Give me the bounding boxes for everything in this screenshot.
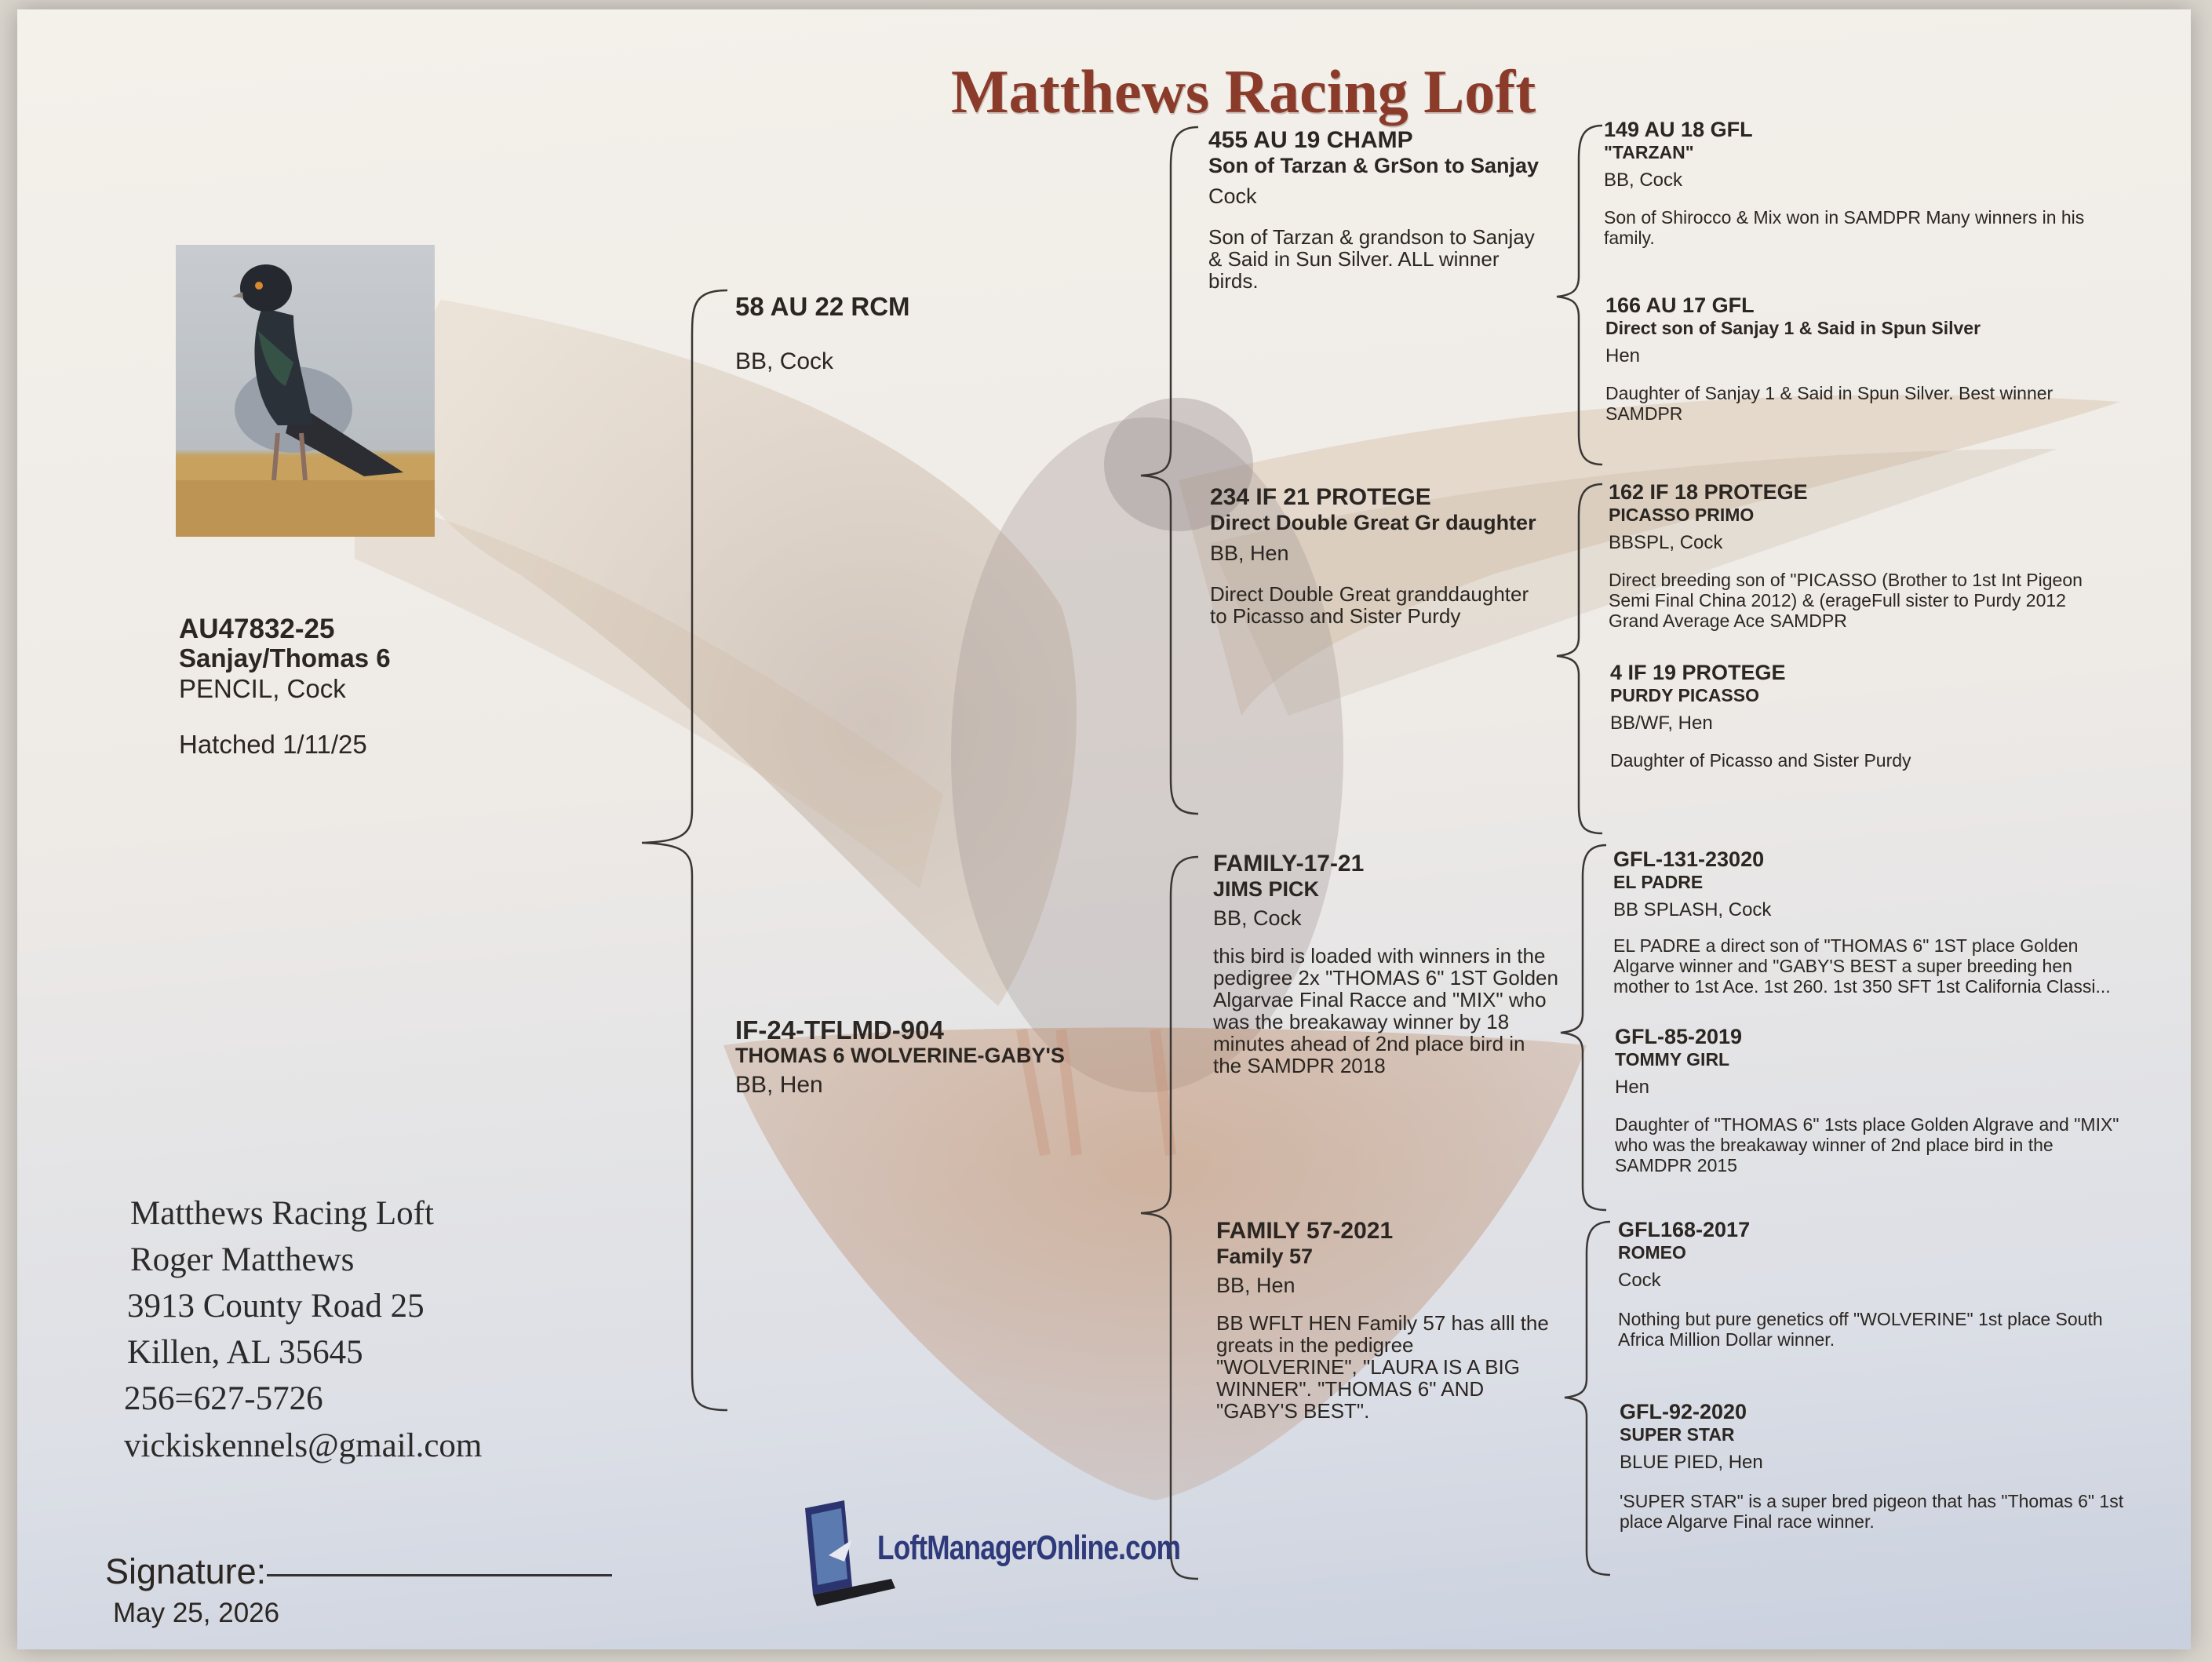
great-grandparent-description: 'SUPER STAR" is a super bred pigeon that has "Thomas 6" 1st place Algarve Final race winner. (1620, 1491, 2124, 1532)
grandparent-color-sex: BB, Hen (1210, 541, 1289, 565)
sire-color-sex: BB, Cock (735, 348, 834, 374)
dam-color-sex: BB, Hen (735, 1072, 823, 1098)
great-grandparent-color-sex: Cock (1618, 1270, 1661, 1291)
contact-address: 3913 County Road 25 (127, 1288, 425, 1325)
great-grandparent-card (1618, 1218, 2136, 1350)
great-grandparent-name: ROMEO (1618, 1242, 1686, 1263)
great-grandparent-card (1615, 1025, 2148, 1175)
great-grandparent-description: Nothing but pure genetics off "WOLVERINE" 1st place South Africa Million Dollar winner. (1618, 1309, 2103, 1350)
great-grandparent-card (1613, 847, 2147, 997)
great-grandparent-color-sex: Hen (1615, 1077, 1650, 1098)
great-grandparent-description: Direct breeding son of "PICASSO (Brother to 1st Int Pigeon Semi Final China 2012) & (erageFull sister to Purdy 2012 Grand Average Ace SAMDPR (1609, 570, 2083, 631)
subject-name: Sanjay/Thomas 6 (179, 643, 391, 672)
great-grandparent-card (1610, 661, 2128, 771)
great-grandparent-band: 4 IF 19 PROTEGE (1610, 661, 1786, 684)
grandparent-name: Family 57 (1216, 1245, 1314, 1268)
great-grandparent-description: Daughter of Sanjay 1 & Said in Spun Silver. Best winner SAMDPR (1605, 383, 2053, 424)
signature-label: Signature: (105, 1551, 267, 1591)
logo-text: LoftManagerOnline.com (877, 1529, 1181, 1567)
great-grandparent-color-sex: BLUE PIED, Hen (1620, 1452, 1763, 1473)
grandparent-band: FAMILY-17-21 (1213, 851, 1365, 877)
grandparent-description: BB WFLT HEN Family 57 has alll the greats in the pedigree "WOLVERINE", "LAURA IS A BIG WINNER". "THOMAS 6" AND "GABY'S BEST". (1216, 1311, 1549, 1423)
contact-loft-name: Matthews Racing Loft (130, 1195, 434, 1232)
grandparent-color-sex: BB, Hen (1216, 1274, 1295, 1297)
great-grandparent-color-sex: BB/WF, Hen (1610, 713, 1713, 734)
great-grandparent-name: Direct son of Sanjay 1 & Said in Spun Silver (1605, 318, 1981, 338)
loft-title: Matthews Racing Loft (951, 57, 1536, 126)
great-grandparent-name: PURDY PICASSO (1610, 685, 1760, 705)
grandparent-card (1216, 1218, 1569, 1422)
pedigree-sheet (17, 9, 2191, 1649)
contact-city: Killen, AL 35645 (127, 1334, 363, 1371)
great-grandparent-band: GFL-131-23020 (1613, 847, 1765, 871)
great-grandparent-band: 149 AU 18 GFL (1604, 118, 1753, 141)
contact-phone: 256=627-5726 (124, 1380, 323, 1417)
great-grandparent-band: 166 AU 17 GFL (1605, 293, 1755, 317)
great-grandparent-band: GFL168-2017 (1618, 1218, 1751, 1241)
great-grandparent-name: SUPER STAR (1620, 1424, 1735, 1445)
grandparent-description: Son of Tarzan & grandson to Sanjay & Said in Sun Silver. ALL winner birds. (1208, 225, 1535, 293)
great-grandparent-card (1605, 293, 2139, 424)
subject-band: AU47832-25 (179, 614, 335, 644)
sire-band: 58 AU 22 RCM (735, 292, 910, 321)
great-grandparent-card (1604, 118, 2122, 248)
grandparent-band: FAMILY 57-2021 (1216, 1218, 1394, 1244)
great-grandparent-color-sex: BBSPL, Cock (1609, 532, 1723, 553)
grandparent-description: Direct Double Great granddaughter to Picasso and Sister Purdy (1210, 582, 1529, 628)
great-grandparent-description: Son of Shirocco & Mix won in SAMDPR Many winners in his family. (1604, 207, 2085, 248)
great-grandparent-name: PICASSO PRIMO (1609, 505, 1755, 525)
dam-name: THOMAS 6 WOLVERINE-GABY'S (735, 1044, 1065, 1067)
grandparent-card (1213, 851, 1566, 1077)
subject-hatched: Hatched 1/11/25 (179, 730, 367, 759)
grandparent-card (1210, 484, 1563, 627)
great-grandparent-card (1609, 480, 2126, 631)
grandparent-name: Direct Double Great Gr daughter (1210, 511, 1536, 534)
grandparent-name: JIMS PICK (1213, 877, 1320, 901)
great-grandparent-description: Daughter of Picasso and Sister Purdy (1610, 750, 1911, 771)
great-grandparent-band: GFL-92-2020 (1620, 1400, 1747, 1423)
pigeon-photo (176, 245, 435, 537)
great-grandparent-band: 162 IF 18 PROTEGE (1609, 480, 1808, 504)
dam-band: IF-24-TFLMD-904 (735, 1015, 944, 1044)
great-grandparent-name: "TARZAN" (1604, 142, 1694, 162)
great-grandparent-color-sex: BB, Cock (1604, 169, 1683, 191)
print-date: May 25, 2026 (113, 1598, 280, 1628)
grandparent-description: this bird is loaded with winners in the pedigree 2x "THOMAS 6" 1ST Golden Algarvae Final Racce and "MIX" who was the breakaway winner by 18 minutes ahead of 2nd place bird in the SAMDPR 2018 (1213, 944, 1558, 1077)
signature-line (267, 1574, 612, 1576)
contact-email: vickiskennels@gmail.com (124, 1427, 483, 1464)
great-grandparent-name: EL PADRE (1613, 872, 1704, 892)
grandparent-name: Son of Tarzan & GrSon to Sanjay (1208, 154, 1540, 177)
grandparent-band: 455 AU 19 CHAMP (1208, 127, 1413, 153)
grandparent-color-sex: BB, Cock (1213, 906, 1302, 930)
great-grandparent-band: GFL-85-2019 (1615, 1025, 1743, 1048)
great-grandparent-card (1620, 1400, 2153, 1532)
grandparent-band: 234 IF 21 PROTEGE (1210, 484, 1431, 510)
great-grandparent-color-sex: Hen (1605, 345, 1641, 366)
great-grandparent-color-sex: BB SPLASH, Cock (1613, 899, 1772, 920)
great-grandparent-name: TOMMY GIRL (1615, 1049, 1730, 1070)
subject-color-sex: PENCIL, Cock (179, 674, 346, 703)
loftmanager-logo (797, 1500, 1181, 1618)
grandparent-color-sex: Cock (1208, 184, 1257, 208)
great-grandparent-description: EL PADRE a direct son of "THOMAS 6" 1ST place Golden Algarve winner and "GABY'S BEST a super breeding hen mother to 1st Ace. 1st 260. 1st 350 SFT 1st California Classi... (1613, 935, 2111, 997)
contact-owner: Roger Matthews (130, 1241, 355, 1278)
great-grandparent-description: Daughter of "THOMAS 6" 1sts place Golden Algrave and "MIX" who was the breakaway winner of 2nd place bird in the SAMDPR 2015 (1615, 1114, 2119, 1175)
grandparent-card (1208, 127, 1554, 292)
